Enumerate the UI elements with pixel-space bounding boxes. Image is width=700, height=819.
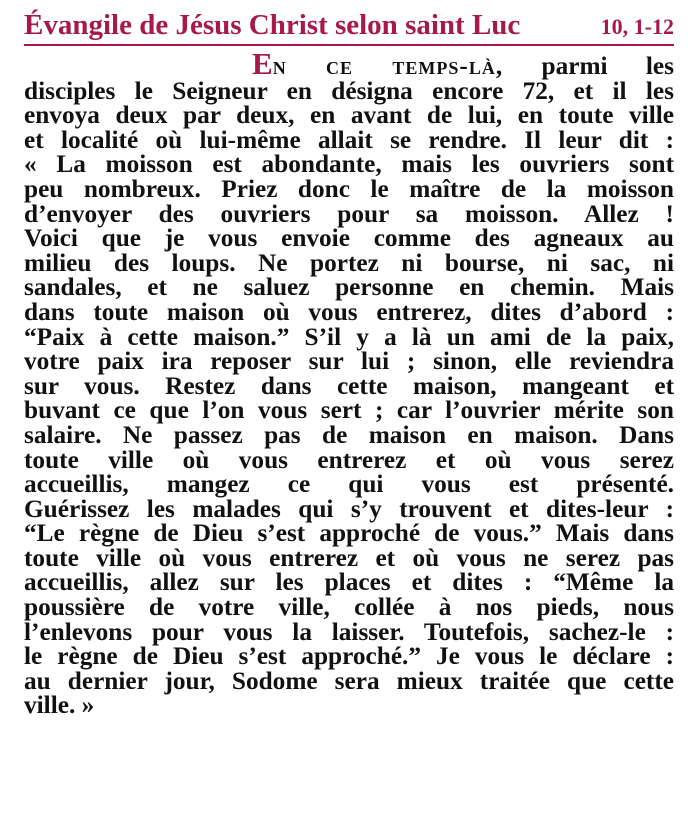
text-line: accueillis, mangez ce qui vous est présenté. <box>24 470 674 499</box>
text-line: accueillis, allez sur les places et dites : “Même la <box>24 568 674 597</box>
text-line: salaire. Ne passez pas de maison en maison. Dans <box>24 420 674 449</box>
gospel-text <box>24 46 674 720</box>
text-line: votre paix ira reposer sur lui ; sinon, elle reviendra <box>24 347 674 376</box>
text-line: toute ville où vous entrerez et où vous serez <box>24 445 674 474</box>
text-line: le règne de Dieu s’est approché.” Je vous le déclare : <box>24 642 674 671</box>
dropcap: E <box>252 46 273 81</box>
text-line <box>24 46 674 81</box>
text-line: et localité où lui-même allait se rendre. Il leur dit : <box>24 125 674 154</box>
text-line: « La moisson est abondante, mais les ouvriers sont <box>24 150 674 179</box>
text-line: disciples le Seigneur en désigna encore 72, et il les <box>24 76 674 105</box>
text-line: toute ville où vous entrerez et où vous ne serez pas <box>24 543 674 572</box>
text-line: Voici que je vous envoie comme des agneaux au <box>24 224 674 253</box>
text-line: l’enlevons pour vous la laisser. Toutefois, sachez-le : <box>24 617 674 646</box>
text-line: ville. » <box>24 691 95 720</box>
text-line: poussière de votre ville, collée à nos pieds, nous <box>24 593 674 622</box>
text-line: sur vous. Restez dans cette maison, mangeant et <box>24 371 674 400</box>
text-line-content: parmi les <box>503 52 674 80</box>
gospel-reference: 10, 1-12 <box>600 14 674 39</box>
opening-smallcaps: n ce temps-là, <box>272 52 504 80</box>
text-line: sandales, et ne saluez personne en chemin. Mais <box>24 273 674 302</box>
text-line: milieu des loups. Ne portez ni bourse, ni sac, ni <box>24 248 674 277</box>
text-line: buvant ce que l’on vous sert ; car l’ouvrier mérite son <box>24 396 674 425</box>
text-line: dans toute maison où vous entrerez, dites d’abord : <box>24 297 674 326</box>
text-line: envoya deux par deux, en avant de lui, en toute ville <box>24 101 674 130</box>
gospel-title: Évangile de Jésus Christ selon saint Luc <box>24 9 521 41</box>
text-line: d’envoyer des ouvriers pour sa moisson. Allez ! <box>24 199 674 228</box>
text-line: Guérissez les malades qui s’y trouvent et dites-leur : <box>24 494 674 523</box>
header <box>24 8 674 46</box>
text-line: “Paix à cette maison.” S’il y a là un ami de la paix, <box>24 322 674 351</box>
text-line: peu nombreux. Priez donc le maître de la moisson <box>24 174 674 203</box>
text-line: au dernier jour, Sodome sera mieux traitée que cette <box>24 666 674 695</box>
text-line: “Le règne de Dieu s’est approché de vous.” Mais dans <box>24 519 674 548</box>
